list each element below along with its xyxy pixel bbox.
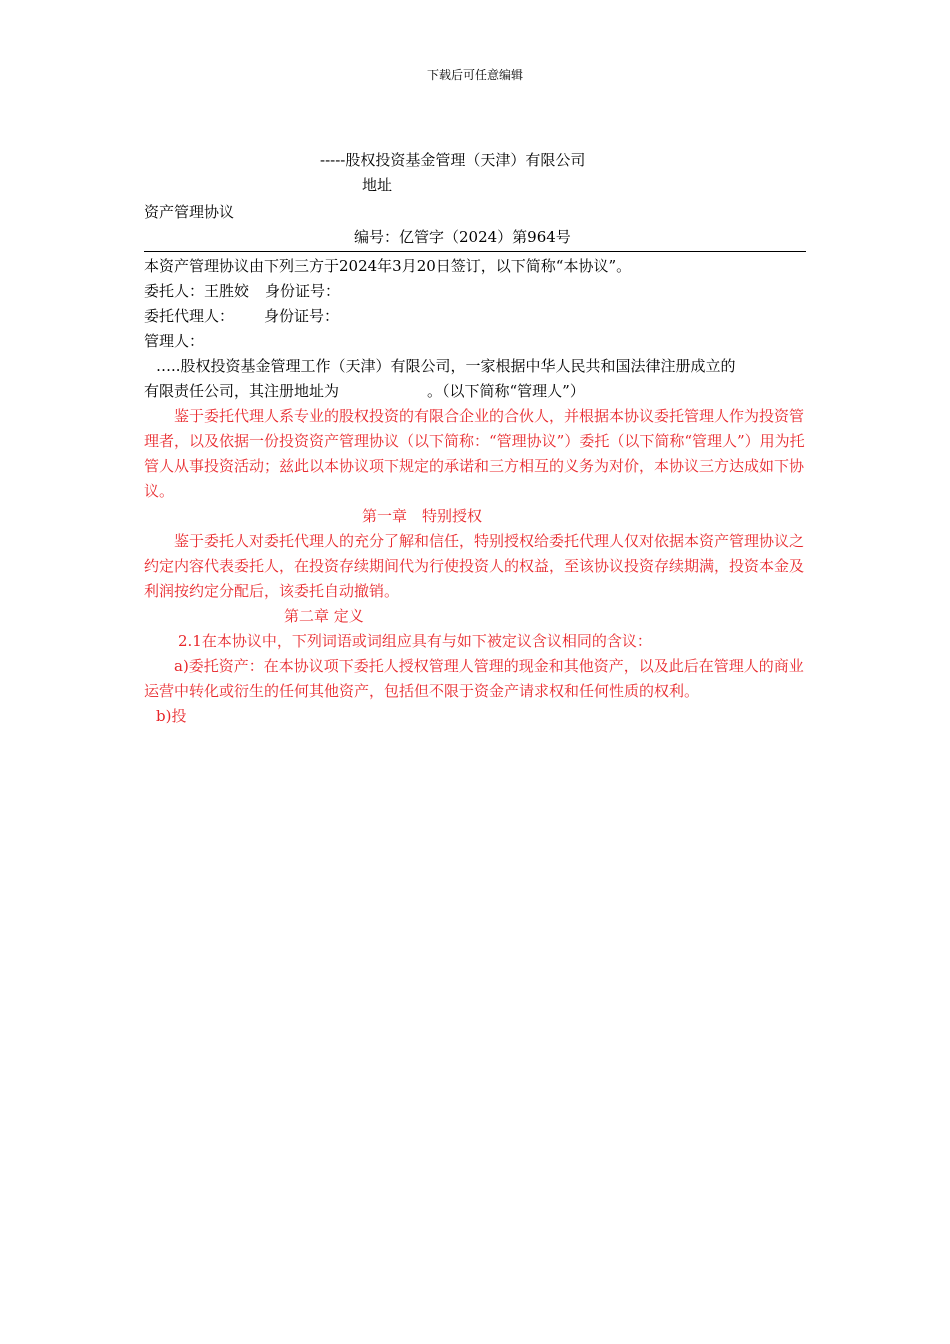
manager-label: 管理人：: [144, 332, 205, 350]
principal-id-label: 身份证号：: [265, 282, 341, 300]
chapter-2-title: 第二章 定义: [284, 607, 364, 625]
manager-description-1: …..股权投资基金管理工作（天津）有限公司，一家根据中华人民共和国法律注册成立的: [156, 357, 736, 375]
manager-address-label: 有限责任公司，其注册地址为: [144, 382, 340, 400]
company-title: -----股权投资基金管理（天津）有限公司: [320, 151, 586, 169]
principal-line: [144, 279, 806, 304]
clause-b: b)投: [156, 707, 187, 725]
header-divider: [144, 251, 806, 252]
manager-short-name: 。（以下简称“管理人”）: [427, 382, 585, 400]
recital-paragraph: 鉴于委托代理人系专业的股权投资的有限合企业的合伙人，并根据本协议委托管理人作为投资管理者，以及依据一份投资资产管理协议（以下简称：“管理协议”）委托（以下简称“管理人”）用为托管人从事投资活动；兹此以本协议项下规定的承诺和三方相互的义务为对价，本协议三方达成如下协议。: [144, 407, 805, 500]
document-number: 编号：亿管字（2024）第964号: [354, 228, 571, 246]
address-label: 地址: [362, 176, 393, 194]
clause-a: a)委托资产：在本协议项下委托人授权管理人管理的现金和其他资产，以及此后在管理人的商业运营中转化或衍生的任何其他资产，包括但不限于资金产请求权和任何性质的权利。: [144, 657, 804, 700]
header-note: 下载后可任意编辑: [426, 68, 523, 82]
intro-line: 本资产管理协议由下列三方于2024年3月20日签订，以下简称“本协议”。: [144, 257, 632, 275]
manager-description-2: [144, 379, 806, 404]
chapter-1-title: 第一章 特别授权: [362, 507, 483, 525]
agent-line: [144, 304, 806, 329]
clause-2-1: 2.1在本协议中，下列词语或词组应具有与如下被定议含议相同的含议：: [178, 632, 652, 650]
document-name: 资产管理协议: [144, 203, 235, 221]
document-body: [144, 148, 806, 729]
chapter-1-body: 鉴于委托人对委托代理人的充分了解和信任，特别授权给委托代理人仅对依据本资产管理协议之约定内容代表委托人，在投资存续期间代为行使投资人的权益，至该协议投资存续期满，投资本金及利润按约定分配后，该委托自动撤销。: [144, 532, 805, 600]
agent-id-label: 身份证号：: [264, 307, 340, 325]
principal-label: 委托人：王胜姣: [144, 282, 250, 300]
agent-label: 委托代理人：: [144, 307, 235, 325]
